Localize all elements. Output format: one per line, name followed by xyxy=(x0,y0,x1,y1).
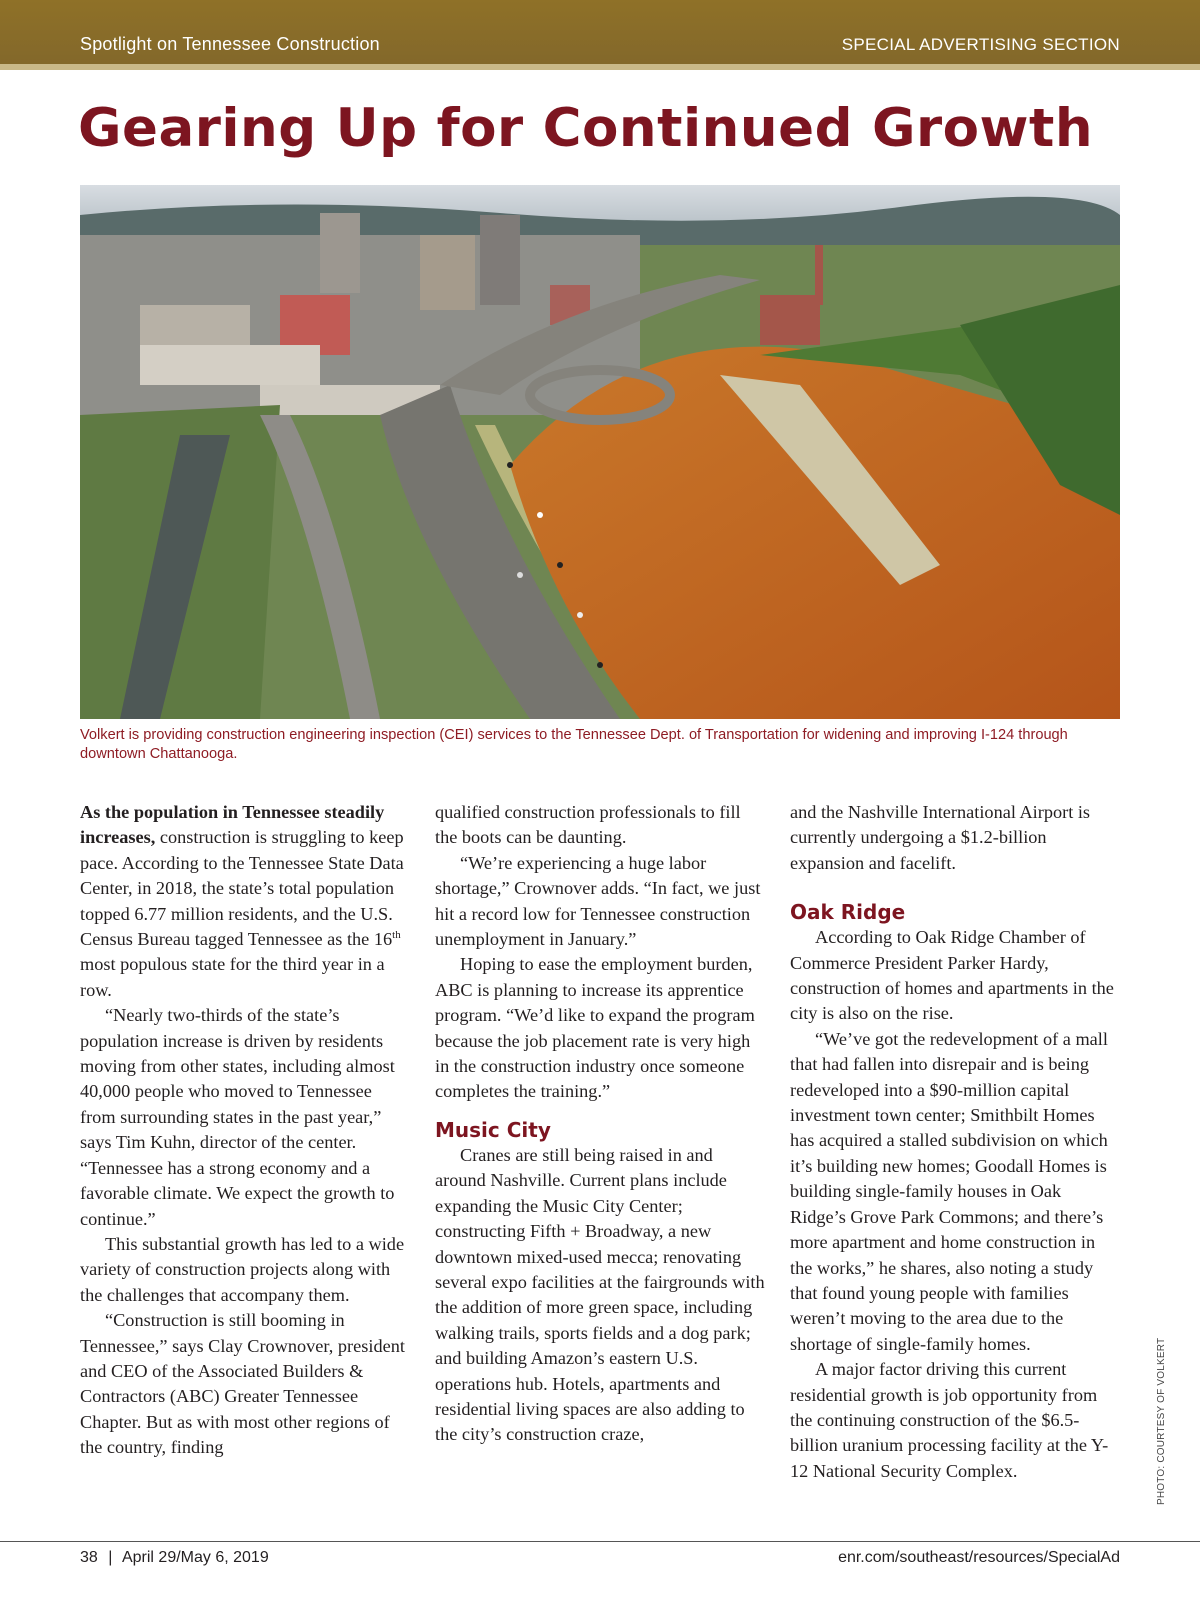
header-bar xyxy=(0,0,1200,64)
paragraph: “We’re experiencing a huge labor shortage,” Crownover adds. “In fact, we just hit a record low for Tennessee construction unemployment in January.” xyxy=(435,852,761,950)
subhead-music-city: Music City xyxy=(435,1117,551,1142)
footer-divider xyxy=(0,1541,1200,1542)
paragraph: and the Nashville International Airport is currently undergoing a $1.2-billion expansion and facelift. xyxy=(790,802,1091,873)
lead-bold-text: As the population in Tennessee steadily increases, xyxy=(80,802,385,848)
paragraph: Cranes are still being raised in and around Nashville. Current plans include expanding the Music City Center; constructing Fifth + Broadway, a new downtown mixed-used mecca; renovating several expo facilities at the fairgrounds with the addition of more green space, including walking trails, sports fields and a dog park; and building Amazon’s eastern U.S. operations hub. Hotels, apartments and residential living spaces are also adding to the city’s construction craze, xyxy=(435,1144,765,1445)
paragraph: qualified construction professionals to fill the boots can be daunting. xyxy=(435,802,741,848)
article-column-3 xyxy=(790,800,1120,1484)
paragraph: This substantial growth has led to a wide variety of construction projects along with the challenges that accompany them. xyxy=(80,1233,405,1305)
paragraph: A major factor driving this current residential growth is job opportunity from the continuing construction of the $6.5-billion uranium processing facility at the Y-12 National Security Complex. xyxy=(790,1359,1109,1481)
article-photo xyxy=(80,185,1120,719)
aerial-highway-photo xyxy=(80,185,1120,719)
paragraph: “Nearly two-thirds of the state’s population increase is driven by residents moving from other states, including almost 40,000 people who moved to Tennessee from surrounding states in the past year,” says Tim Kuhn, director of the center. “Tennessee has a strong economy and a favorable climate. We expect the growth to continue.” xyxy=(80,1005,395,1229)
footer-separator: | xyxy=(108,1549,113,1566)
ordinal-suffix: th xyxy=(392,928,401,941)
lead-text: construction is struggling to keep pace. According to the Tennessee State Data Center, in 2018, the state’s total population topped 6.77 million residents, and the U.S. Census Bureau tagged Tennessee as the xyxy=(80,827,404,950)
section-label: Spotlight on Tennessee Construction xyxy=(80,34,380,54)
paragraph: According to Oak Ridge Chamber of Commerce President Parker Hardy, construction of homes and apartments in the city is also on the rise. xyxy=(790,927,1114,1024)
page-number: 38 xyxy=(80,1549,98,1566)
subhead-oak-ridge: Oak Ridge xyxy=(790,900,906,925)
paragraph: “Construction is still booming in Tennessee,” says Clay Crownover, president and CEO of the Associated Builders & Contractors (ABC) Greater Tennessee Chapter. But as with most other regions of the country, finding xyxy=(80,1310,405,1458)
lead-text-end: most populous state for the third year in a row. xyxy=(80,954,385,1000)
article-headline: Gearing Up for Continued Growth xyxy=(78,98,1094,159)
paragraph: Hoping to ease the employment burden, ABC is planning to increase its apprentice program. “We’d like to expand the program because the job placement rate is very high in the construction industry once someone completes the training.” xyxy=(435,954,755,1102)
footer-url[interactable]: enr.com/southeast/resources/SpecialAd xyxy=(838,1549,1120,1566)
advertising-label: SPECIAL ADVERTISING SECTION xyxy=(841,35,1120,54)
article-column-1 xyxy=(80,800,410,1461)
article-column-2 xyxy=(435,800,765,1448)
footer-issue-info xyxy=(80,1549,269,1567)
paragraph: “We’ve got the redevelopment of a mall that had fallen into disrepair and is being redeveloped into a $90-million capital investment town center; Smithbilt Homes has acquired a stalled subdivision on which it’s building new homes; Goodall Homes is building single-family houses in Oak Ridge’s Grove Park Commons; and there’s more apartment and home construction in the works,” he shares, also noting a study that found young people with families weren’t moving to the area due to the shortage of single-family homes. xyxy=(790,1028,1108,1354)
photo-caption: Volkert is providing construction engineering inspection (CEI) services to the Tennessee Dept. of Transportation for widening and improving I-124 through downtown Chattanooga. xyxy=(80,727,1068,762)
header-underline xyxy=(0,64,1200,70)
lead-paragraph xyxy=(80,800,410,1003)
photo-credit: PHOTO: COURTESY OF VOLKERT xyxy=(1156,1337,1167,1505)
issue-date: April 29/May 6, 2019 xyxy=(121,1549,269,1566)
ordinal-number: 16 xyxy=(373,929,393,950)
